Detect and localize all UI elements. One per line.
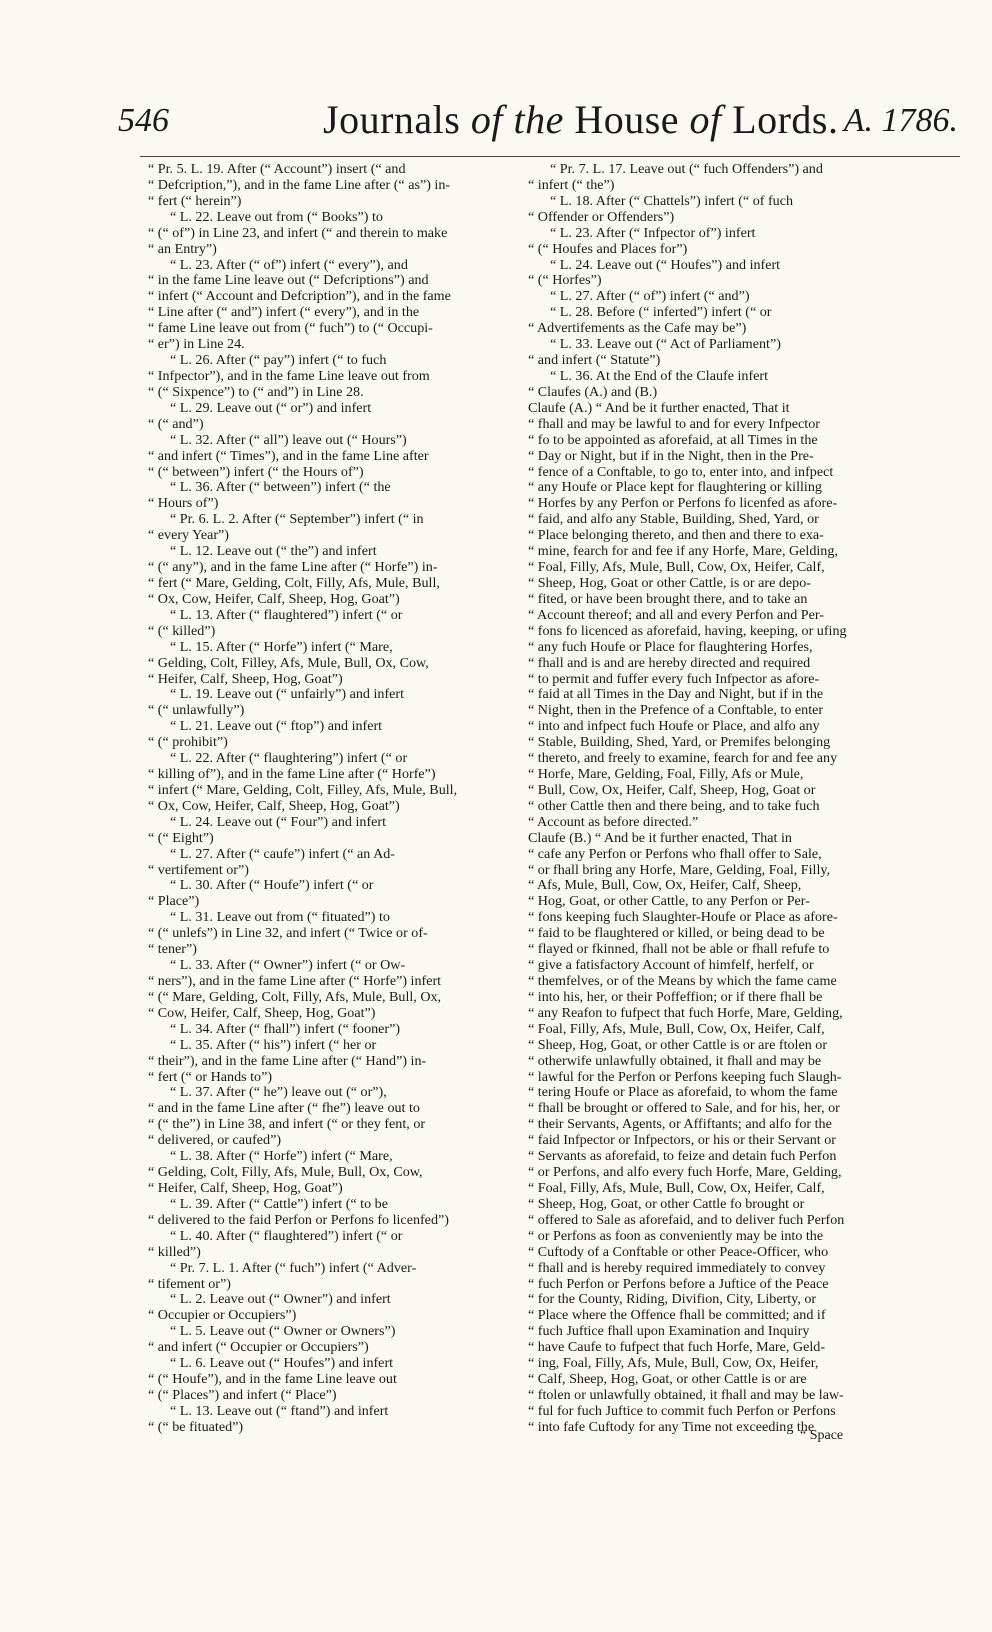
text-line: “ L. 30. After (“ Houfe”) infert (“ or — [170, 877, 374, 894]
text-line: “ Claufes (A.) and (B.) — [528, 383, 658, 400]
text-line: “ L. 2. Leave out (“ Owner”) and infert — [170, 1291, 391, 1308]
text-line: “ Account thereof; and all and every Perfon and Per- — [528, 606, 824, 623]
text-line: “ infert (“ the”) — [528, 176, 615, 193]
text-line: “ L. 19. Leave out (“ unfairly”) and infert — [170, 686, 405, 703]
text-line: “ every Year”) — [148, 527, 229, 544]
text-line: “ L. 36. At the End of the Claufe infert — [550, 367, 768, 384]
text-line: “ Pr. 5. L. 19. After (“ Account”) insert (“ and — [148, 161, 406, 177]
text-line: “ (“ Houfes and Places for”) — [528, 240, 688, 257]
text-line: “ Stable, Building, Shed, Yard, or Premifes belonging — [528, 734, 831, 751]
text-line: “ offered to Sale as aforefaid, and to deliver fuch Perfon — [528, 1211, 845, 1228]
text-line: “ ftolen or unlawfully obtained, it fhall and may be law- — [528, 1386, 844, 1403]
text-line: “ in the fame Line leave out (“ Defcriptions”) and — [148, 272, 429, 289]
text-line: “ into fafe Cuftody for any Time not exceeding the — [528, 1418, 815, 1435]
text-line: “ otherwife unlawfully obtained, it fhall and may be — [528, 1052, 822, 1069]
text-line: “ Heifer, Calf, Sheep, Hog, Goat”) — [148, 1180, 343, 1196]
text-line: “ L. 33. After (“ Owner”) infert (“ or Ow- — [170, 957, 406, 974]
text-line: “ Ox, Cow, Heifer, Calf, Sheep, Hog, Goat”) — [148, 797, 400, 814]
text-line: “ killing of”), and in the fame Line after (“ Horfe”) — [148, 766, 436, 783]
text-line: “ thereto, and freely to examine, fearch for and fee any — [528, 750, 838, 767]
text-line: “ (“ Eight”) — [148, 829, 214, 846]
text-line: “ fons fo licenced as aforefaid, having, keeping, or ufing — [528, 622, 847, 639]
text-line: “ have Caufe to fufpect that fuch Horfe, Mare, Geld- — [528, 1339, 826, 1356]
text-line: “ Foal, Filly, Afs, Mule, Bull, Cow, Ox, Heifer, Calf, — [528, 1020, 825, 1037]
text-line: “ L. 27. After (“ of”) infert (“ and”) — [550, 288, 750, 305]
text-line: “ L. 36. After (“ between”) infert (“ the — [170, 479, 391, 496]
text-line: “ L. 38. After (“ Horfe”) infert (“ Mare, — [170, 1148, 393, 1165]
text-line: “ L. 6. Leave out (“ Houfes”) and infert — [170, 1355, 394, 1372]
text-line: “ Hog, Goat, or other Cattle, to any Perfon or Per- — [528, 893, 810, 910]
text-line: “ give a fatisfactory Account of himfelf, herfelf, or — [528, 957, 814, 974]
text-line: “ (“ killed”) — [148, 622, 216, 639]
text-line: “ Defcription,”), and in the fame Line after (“ as”) in- — [148, 176, 451, 193]
year: A. 1786. — [843, 102, 958, 139]
text-line: “ L. 34. After (“ fhall”) infert (“ fooner”) — [170, 1020, 401, 1037]
text-line: “ L. 13. Leave out (“ ftand”) and infert — [170, 1402, 389, 1419]
text-line: “ fhall and is hereby required immediately to convey — [528, 1259, 826, 1276]
text-line: “ infert (“ Mare, Gelding, Colt, Filley, Afs, Mule, Bull, — [148, 781, 458, 798]
text-line: “ L. 12. Leave out (“ the”) and infert — [170, 543, 377, 560]
text-line: “ (“ any”), and in the fame Line after (“ Horfe”) in- — [148, 559, 438, 576]
text-line: “ L. 23. After (“ of”) infert (“ every”), and — [170, 256, 408, 273]
text-line: “ or Perfons, and alfo every fuch Horfe, Mare, Gelding, — [528, 1164, 842, 1181]
text-line: “ Place where the Offence fhall be committed; and if — [528, 1307, 826, 1324]
text-line: “ Day or Night, but if in the Night, then in the Pre- — [528, 447, 814, 464]
text-line: “ L. 5. Leave out (“ Owner or Owners”) — [170, 1323, 396, 1340]
text-line: “ Pr. 7. L. 17. Leave out (“ fuch Offenders”) and — [550, 161, 823, 177]
text-line: “ faid Infpector or Infpectors, or his or their Servant or — [528, 1132, 836, 1149]
text-line: “ fo to be appointed as aforefaid, at all Times in the — [528, 431, 818, 448]
text-line: “ L. 40. After (“ flaughtered”) infert (“ or — [170, 1227, 403, 1244]
text-line: “ delivered to the faid Perfon or Perfons fo licenfed”) — [148, 1211, 449, 1228]
text-line: “ other Cattle then and there being, and to take fuch — [528, 797, 820, 814]
text-line: “ fame Line leave out from (“ fuch”) to (“ Occupi- — [148, 320, 433, 337]
text-line: “ to permit and fuffer every fuch Infpector as afore- — [528, 670, 820, 687]
page-header — [118, 96, 958, 156]
text-line: “ fert (“ herein”) — [148, 192, 242, 209]
text-line: “ L. 15. After (“ Horfe”) infert (“ Mare, — [170, 638, 393, 655]
text-line: “ Place belonging thereto, and then and there to exa- — [528, 527, 824, 544]
text-line: “ and in the fame Line after (“ fhe”) leave out to — [148, 1100, 420, 1117]
text-line: “ or Perfons as foon as conveniently may be into the — [528, 1227, 824, 1244]
text-line: “ Hours of”) — [148, 495, 219, 512]
text-line: “ Horfes by any Perfon or Perfons fo licenfed as afore- — [528, 495, 838, 512]
text-line: “ Account as before directed.” — [528, 813, 699, 830]
text-line: “ Gelding, Colt, Filly, Afs, Mule, Bull, Ox, Cow, — [148, 1164, 423, 1181]
text-line: “ Ox, Cow, Heifer, Calf, Sheep, Hog, Goat”) — [148, 590, 400, 607]
left-column — [148, 162, 512, 1436]
title-lords: Lords. — [732, 97, 839, 142]
text-line: “ er”) in Line 24. — [148, 336, 245, 353]
text-line: “ Advertifements as the Cafe may be”) — [528, 320, 747, 337]
text-line: “ Sheep, Hog, Goat, or other Cattle is or are ftolen or — [528, 1036, 828, 1053]
text-line: “ L. 24. Leave out (“ Four”) and infert — [170, 813, 387, 830]
text-line: “ ing, Foal, Filly, Afs, Mule, Bull, Cow, Ox, Heifer, — [528, 1355, 819, 1372]
text-line: “ and infert (“ Times”), and in the fame Line after — [148, 447, 429, 464]
text-line: “ (“ Horfes”) — [528, 272, 602, 289]
text-line: “ (“ Houfe”), and in the fame Line leave out — [148, 1371, 397, 1388]
text-line: “ faid to be flaughtered or killed, or being dead to be — [528, 925, 825, 942]
text-line: “ Horfe, Mare, Gelding, Foal, Filly, Afs or Mule, — [528, 766, 804, 783]
text-line: “ tering Houfe or Place as aforefaid, to whom the fame — [528, 1084, 838, 1101]
text-line: “ an Entry”) — [148, 240, 217, 257]
text-line: “ fhall and is and are hereby directed and required — [528, 654, 811, 671]
text-line: “ any Reafon to fufpect that fuch Horfe, Mare, Gelding, — [528, 1004, 843, 1021]
page-number: 546 — [118, 102, 169, 139]
title-of-2: of — [689, 97, 722, 142]
text-line: “ L. 29. Leave out (“ or”) and infert — [170, 399, 372, 416]
text-line: “ Foal, Filly, Afs, Mule, Bull, Cow, Ox, Heifer, Calf, — [528, 559, 825, 576]
text-line: “ L. 31. Leave out from (“ fituated”) to — [170, 909, 390, 926]
text-line: “ (“ and”) — [148, 415, 204, 432]
text-line: “ Infpector”), and in the fame Line leave out from — [148, 367, 430, 384]
title-house: House — [574, 97, 680, 142]
text-line: “ L. 26. After (“ pay”) infert (“ to fuch — [170, 352, 387, 369]
text-line: “ Calf, Sheep, Hog, Goat, or other Cattle is or are — [528, 1371, 807, 1388]
text-line: “ L. 37. After (“ he”) leave out (“ or”), — [170, 1084, 387, 1101]
text-line: “ (“ of”) in Line 23, and infert (“ and therein to make — [148, 224, 448, 241]
text-line: “ Cow, Heifer, Calf, Sheep, Hog, Goat”) — [148, 1004, 376, 1021]
text-line: “ tifement or”) — [148, 1275, 231, 1292]
text-line: “ L. 32. After (“ all”) leave out (“ Hours”) — [170, 431, 407, 448]
text-line: “ Pr. 6. L. 2. After (“ September”) infert (“ in — [170, 511, 424, 528]
text-line: “ L. 13. After (“ flaughtered”) infert (“ or — [170, 606, 403, 623]
text-line: “ faid at all Times in the Day and Night, but if in the — [528, 686, 824, 703]
text-line: “ and infert (“ Occupier or Occupiers”) — [148, 1339, 369, 1356]
text-line: “ Servants as aforefaid, to feize and detain fuch Perfon — [528, 1148, 837, 1165]
text-line: “ fhall be brought or offered to Sale, and for his, her, or — [528, 1100, 840, 1117]
text-line: “ (“ the”) in Line 38, and infert (“ or they fent, or — [148, 1116, 426, 1133]
text-line: “ L. 18. After (“ Chattels”) infert (“ of fuch — [550, 192, 794, 209]
text-line: “ L. 23. After (“ Infpector of”) infert — [550, 224, 756, 241]
text-line: “ Sheep, Hog, Goat, or other Cattle fo brought or — [528, 1195, 805, 1212]
right-column — [528, 162, 928, 1436]
text-line: “ their”), and in the fame Line after (“ Hand”) in- — [148, 1052, 427, 1069]
text-line: “ L. 39. After (“ Cattle”) infert (“ to be — [170, 1195, 388, 1212]
text-line: “ cafe any Perfon or Perfons who fhall offer to Sale, — [528, 845, 822, 862]
journal-title — [323, 96, 839, 143]
text-line: “ L. 24. Leave out (“ Houfes”) and infert — [550, 256, 781, 273]
header-rule — [140, 156, 960, 157]
text-line: “ flayed or fkinned, fhall not be able or fhall refufe to — [528, 941, 830, 958]
text-line: “ infert (“ Account and Defcription”), and in the fame — [148, 288, 451, 305]
text-line: “ Pr. 7. L. 1. After (“ fuch”) infert (“ Adver- — [170, 1259, 417, 1276]
text-line: “ lawful for the Perfon or Perfons keeping fuch Slaugh- — [528, 1068, 842, 1085]
text-line: “ L. 33. Leave out (“ Act of Parliament”) — [550, 336, 781, 353]
text-line: “ (“ be fituated”) — [148, 1418, 244, 1435]
text-line: “ L. 21. Leave out (“ ftop”) and infert — [170, 718, 383, 735]
text-line: “ fuch Juftice fhall upon Examination and Inquiry — [528, 1323, 810, 1340]
text-line: “ faid, and alfo any Stable, Building, Shed, Yard, or — [528, 511, 819, 528]
text-line: “ (“ Sixpence”) to (“ and”) in Line 28. — [148, 383, 364, 400]
text-line: “ or fhall bring any Horfe, Mare, Gelding, Foal, Filly, — [528, 861, 831, 878]
text-line: “ (“ unlefs”) in Line 32, and infert (“ Twice or of- — [148, 925, 428, 942]
text-line: “ Gelding, Colt, Filley, Afs, Mule, Bull, Ox, Cow, — [148, 654, 429, 671]
text-line: “ Occupier or Occupiers”) — [148, 1307, 297, 1324]
text-line: “ any Houfe or Place kept for flaughtering or killing — [528, 479, 822, 496]
text-line: “ into his, her, or their Poffeffion; or if there fhall be — [528, 988, 823, 1005]
text-line: “ fence of a Conftable, to go to, enter into, and infpect — [528, 463, 834, 480]
text-line: “ Afs, Mule, Bull, Cow, Ox, Heifer, Calf, Sheep, — [528, 877, 802, 894]
text-line: “ L. 27. After (“ caufe”) infert (“ an Ad- — [170, 845, 395, 862]
text-line: “ their Servants, Agents, or Affiftants; and alfo for the — [528, 1116, 832, 1133]
text-line: “ L. 22. Leave out from (“ Books”) to — [170, 208, 383, 225]
text-line: “ Heifer, Calf, Sheep, Hog, Goat”) — [148, 670, 343, 687]
title-the: the — [513, 97, 564, 142]
text-line: “ Offender or Offenders”) — [528, 208, 675, 225]
text-line: “ killed”) — [148, 1243, 201, 1260]
text-line: “ for the County, Riding, Divifion, City, Liberty, or — [528, 1291, 817, 1308]
text-line: “ Bull, Cow, Ox, Heifer, Calf, Sheep, Hog, Goat or — [528, 781, 816, 798]
catchword: “ Space — [800, 1428, 844, 1443]
text-line: Claufe (A.) “ And be it further enacted, That it — [528, 399, 790, 416]
text-line: “ L. 35. After (“ his”) infert (“ her or — [170, 1036, 377, 1053]
text-line: “ (“ between”) infert (“ the Hours of”) — [148, 463, 364, 480]
text-line: “ (“ Places”) and infert (“ Place”) — [148, 1386, 337, 1403]
text-line: “ vertifement or”) — [148, 861, 249, 878]
text-line: “ Line after (“ and”) infert (“ every”), and in the — [148, 304, 420, 321]
text-line: “ fert (“ or Hands to”) — [148, 1068, 273, 1085]
text-line: “ fons keeping fuch Slaughter-Houfe or Place as afore- — [528, 909, 838, 926]
text-line: “ mine, fearch for and fee if any Horfe, Mare, Gelding, — [528, 543, 838, 560]
text-line: “ Sheep, Hog, Goat or other Cattle, is or are depo- — [528, 574, 811, 591]
text-line: “ ful for fuch Juftice to commit fuch Perfon or Perfons — [528, 1402, 836, 1419]
text-line: “ any fuch Houfe or Place for flaughtering Horfes, — [528, 638, 813, 655]
title-of-1: of — [470, 97, 503, 142]
text-line: “ Place”) — [148, 893, 200, 910]
text-line: “ into and infpect fuch Houfe or Place, and alfo any — [528, 718, 820, 735]
text-line: “ Foal, Filly, Afs, Mule, Bull, Cow, Ox, Heifer, Calf, — [528, 1180, 825, 1196]
text-line: “ L. 28. Before (“ inferted”) infert (“ or — [550, 304, 772, 321]
text-line: “ Cuftody of a Conftable or other Peace-Officer, who — [528, 1243, 829, 1260]
text-line: “ Night, then in the Prefence of a Conftable, to enter — [528, 702, 824, 719]
text-line: “ ners”), and in the fame Line after (“ Horfe”) infert — [148, 973, 442, 990]
text-line: “ L. 22. After (“ flaughtering”) infert (“ or — [170, 750, 408, 767]
text-line: “ and infert (“ Statute”) — [528, 352, 661, 369]
text-line: Claufe (B.) “ And be it further enacted, That in — [528, 829, 792, 846]
text-line: “ fert (“ Mare, Gelding, Colt, Filly, Afs, Mule, Bull, — [148, 574, 440, 591]
text-line: “ (“ unlawfully”) — [148, 702, 245, 719]
text-line: “ fuch Perfon or Perfons before a Juftice of the Peace — [528, 1275, 829, 1292]
text-line: “ (“ Mare, Gelding, Colt, Filly, Afs, Mule, Bull, Ox, — [148, 988, 442, 1005]
title-journals: Journals — [323, 97, 461, 142]
text-line: “ themfelves, or of the Means by which the fame came — [528, 973, 837, 990]
text-line: “ fhall and may be lawful to and for every Infpector — [528, 415, 820, 432]
text-line: “ tener”) — [148, 941, 197, 958]
text-line: “ delivered, or caufed”) — [148, 1132, 282, 1149]
text-line: “ (“ prohibit”) — [148, 734, 228, 751]
text-line: “ fited, or have been brought there, and to take an — [528, 590, 808, 607]
